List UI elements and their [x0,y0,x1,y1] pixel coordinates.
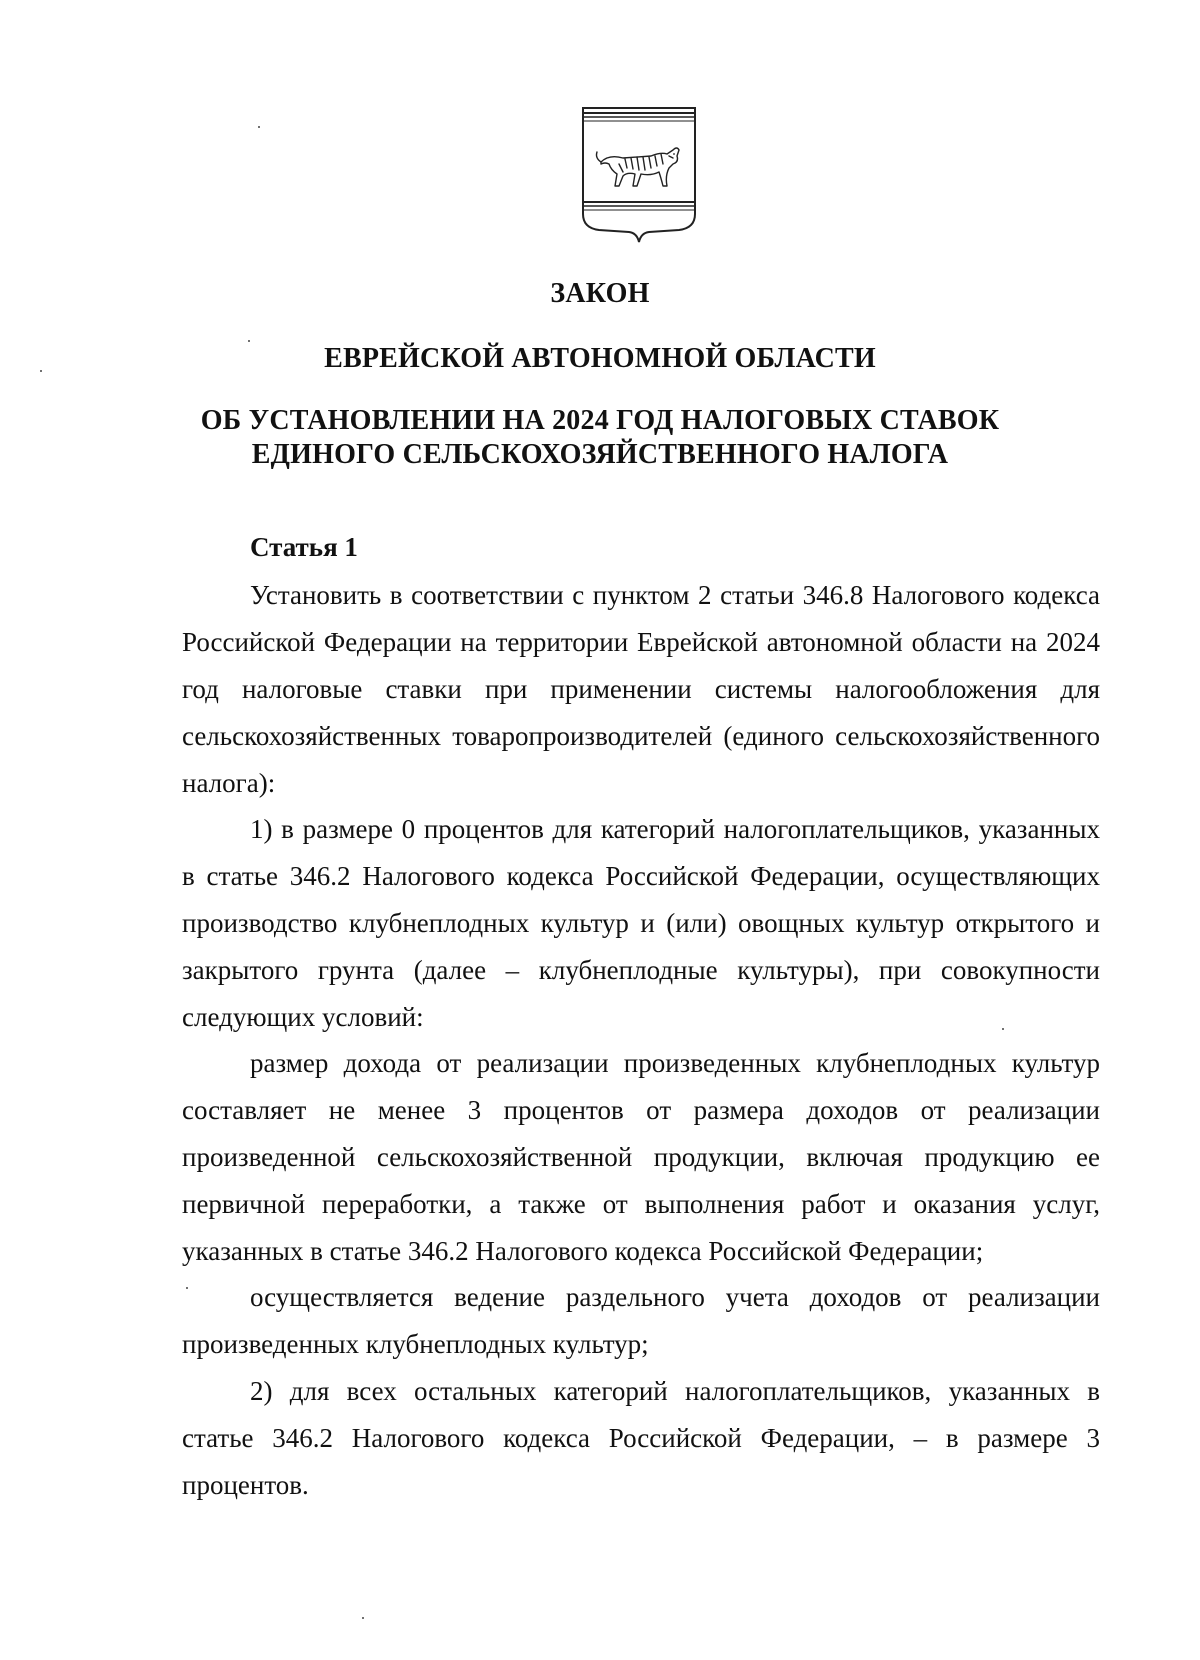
article-paragraph: размер дохода от реализации произведенных клубнеплодных культур составляет не менее 3 процентов от размера доходов от реализации произведенной сельскохозяйственной продукции, включая продукцию ее первичной переработки, а также от выполнения работ и оказания услуг, указанных в статье 346.2 Налогового кодекса Российской Федерации; [182,1048,1100,1266]
article-heading: Статья 1 [250,532,358,562]
scan-speck [1002,1028,1004,1030]
coat-of-arms-tiger-icon [579,106,699,246]
law-title-line-1: ОБ УСТАНОВЛЕНИИ НА 2024 ГОД НАЛОГОВЫХ СТАВОК [200,405,1000,436]
scan-speck [362,1617,364,1619]
law-label: ЗАКОН [550,278,650,309]
article-paragraph: 1) в размере 0 процентов для категорий налогоплательщиков, указанных в статье 346.2 Налогового кодекса Российской Федерации, осуществляющих производство клубнеплодных культур и (или) овощных культур открытого и закрытого грунта (далее – клубнеплодные культуры), при совокупности следующих условий: [182,814,1100,1032]
scan-speck [40,370,42,372]
article-paragraph: 2) для всех остальных категорий налогоплательщиков, указанных в статье 346.2 Налогового кодекса Российской Федерации, – в размере 3 процентов. [182,1376,1100,1500]
scan-speck [258,126,260,128]
scan-speck [186,1287,188,1289]
article-paragraph: Установить в соответствии с пунктом 2 статьи 346.8 Налогового кодекса Российской Федерации на территории Еврейской автономной области на 2024 год налоговые ставки при применении системы налогообложения для сельскохозяйственных товаропроизводителей (единого сельскохозяйственного налога): [182,580,1100,798]
scan-speck [248,340,250,342]
article-paragraph: осуществляется ведение раздельного учета доходов от реализации произведенных клубнеплодных культур; [182,1282,1100,1359]
region-name: ЕВРЕЙСКОЙ АВТОНОМНОЙ ОБЛАСТИ [324,343,876,374]
law-title-line-2: ЕДИНОГО СЕЛЬСКОХОЗЯЙСТВЕННОГО НАЛОГА [251,439,949,470]
